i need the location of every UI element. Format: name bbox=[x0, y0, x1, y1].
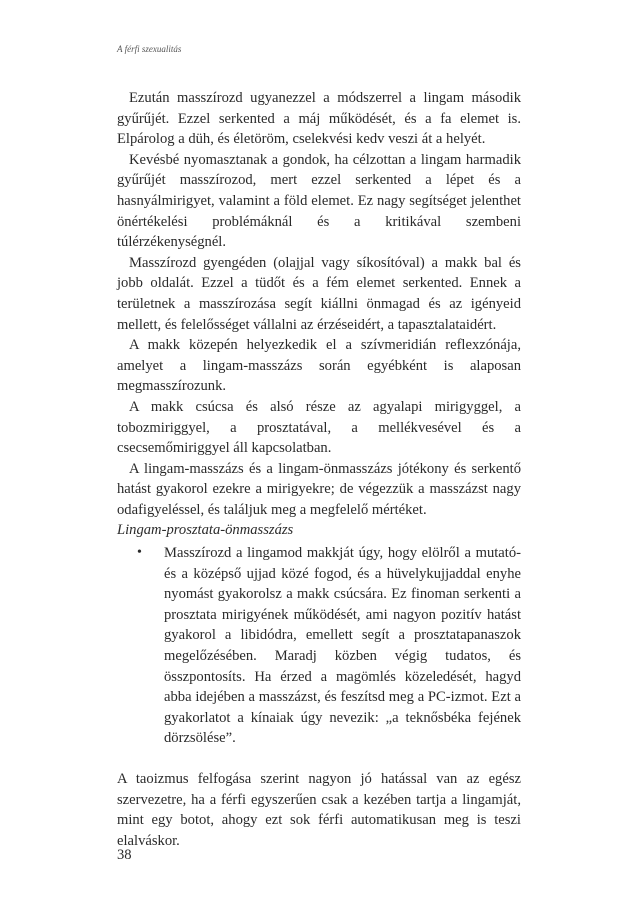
paragraph: Masszírozd gyengéden (olajjal vagy síkosítóval) a makk bal és jobb oldalát. Ezzel a tüdőt és a fém elemet serkented. Ennek a területnek a masszírozása segít kiállni önmagad és az igényeid mellett, és felelősséget vállalni az érzéseidért, a tapasztalataidért. bbox=[117, 254, 521, 333]
paragraph: A makk közepén helyezkedik el a szívmeridián reflexzónája, amelyet a lingam-masszázs során egyébként is alaposan megmasszírozunk. bbox=[117, 337, 521, 395]
closing-paragraph: A taoizmus felfogása szerint nagyon jó hatással van az egész szervezetre, ha a férfi egyszerűen csak a kezében tartja a lingamját, mint egy botot, ahogy ezt sok férfi automatikusan meg is teszi elalváskor. bbox=[117, 771, 521, 849]
list-item-text: Masszírozd a lingamod makkját úgy, hogy elölről a mutató- és a középső ujjad közé fogod, és a hüvelykujjaddal enyhe nyomást gyakorolsz a makk csúcsára. Ez finoman serkenti a prosztata mirigyének működését, ami nagyon pozitív hatást gyakorol a libidódra, emellett segít a prosztatapanaszok megelőzésében. Maradj közben végig tudatos, és összpontosíts. Ha érzed a magömlés közeledését, hagyd abba idejében a masszázst, és feszítsd meg a PC-izmot. Ezt a gyakorlatot a kínaiak úgy nevezik: „a teknősbéka fejének dörzsölése”. bbox=[164, 545, 521, 747]
paragraph: Kevésbé nyomasztanak a gondok, ha célzottan a lingam harmadik gyűrűjét masszírozod, mert ezzel serkented a lépet és a hasnyálmirigyet, valamint a föld elemet. Ez nagy segítséget jelenthet önértékelési problémáknál és a kritikával szembeni túlérzékenységnél. bbox=[117, 151, 521, 251]
running-header: A férfi szexualitás bbox=[117, 44, 182, 54]
paragraph: A makk csúcsa és alsó része az agyalapi mirigyggel, a tobozmiriggyel, a prosztatával, a mellékvesével és a csecsemőmiriggyel áll kapcsolatban. bbox=[117, 398, 521, 457]
section-heading: Lingam-prosztata-önmasszázs bbox=[117, 522, 294, 539]
list-item bbox=[117, 543, 521, 749]
page-number: 38 bbox=[117, 847, 132, 863]
bullet-icon: • bbox=[137, 545, 142, 561]
paragraph: Ezután masszírozd ugyanezzel a módszerrel a lingam második gyűrűjét. Ezzel serkented a máj működését, és a fa elemet is. Elpárolog a düh, és életöröm, cselekvési kedv veszi át a helyét. bbox=[117, 90, 521, 148]
main-text bbox=[117, 88, 521, 851]
bullet-list bbox=[117, 543, 521, 749]
paragraph: A lingam-masszázs és a lingam-önmasszázs jótékony és serkentő hatást gyakorol ezekre a mirigyekre; de végezzük a masszázst nagy odafigyeléssel, és találjuk meg a megfelelő mértéket. bbox=[117, 460, 521, 518]
